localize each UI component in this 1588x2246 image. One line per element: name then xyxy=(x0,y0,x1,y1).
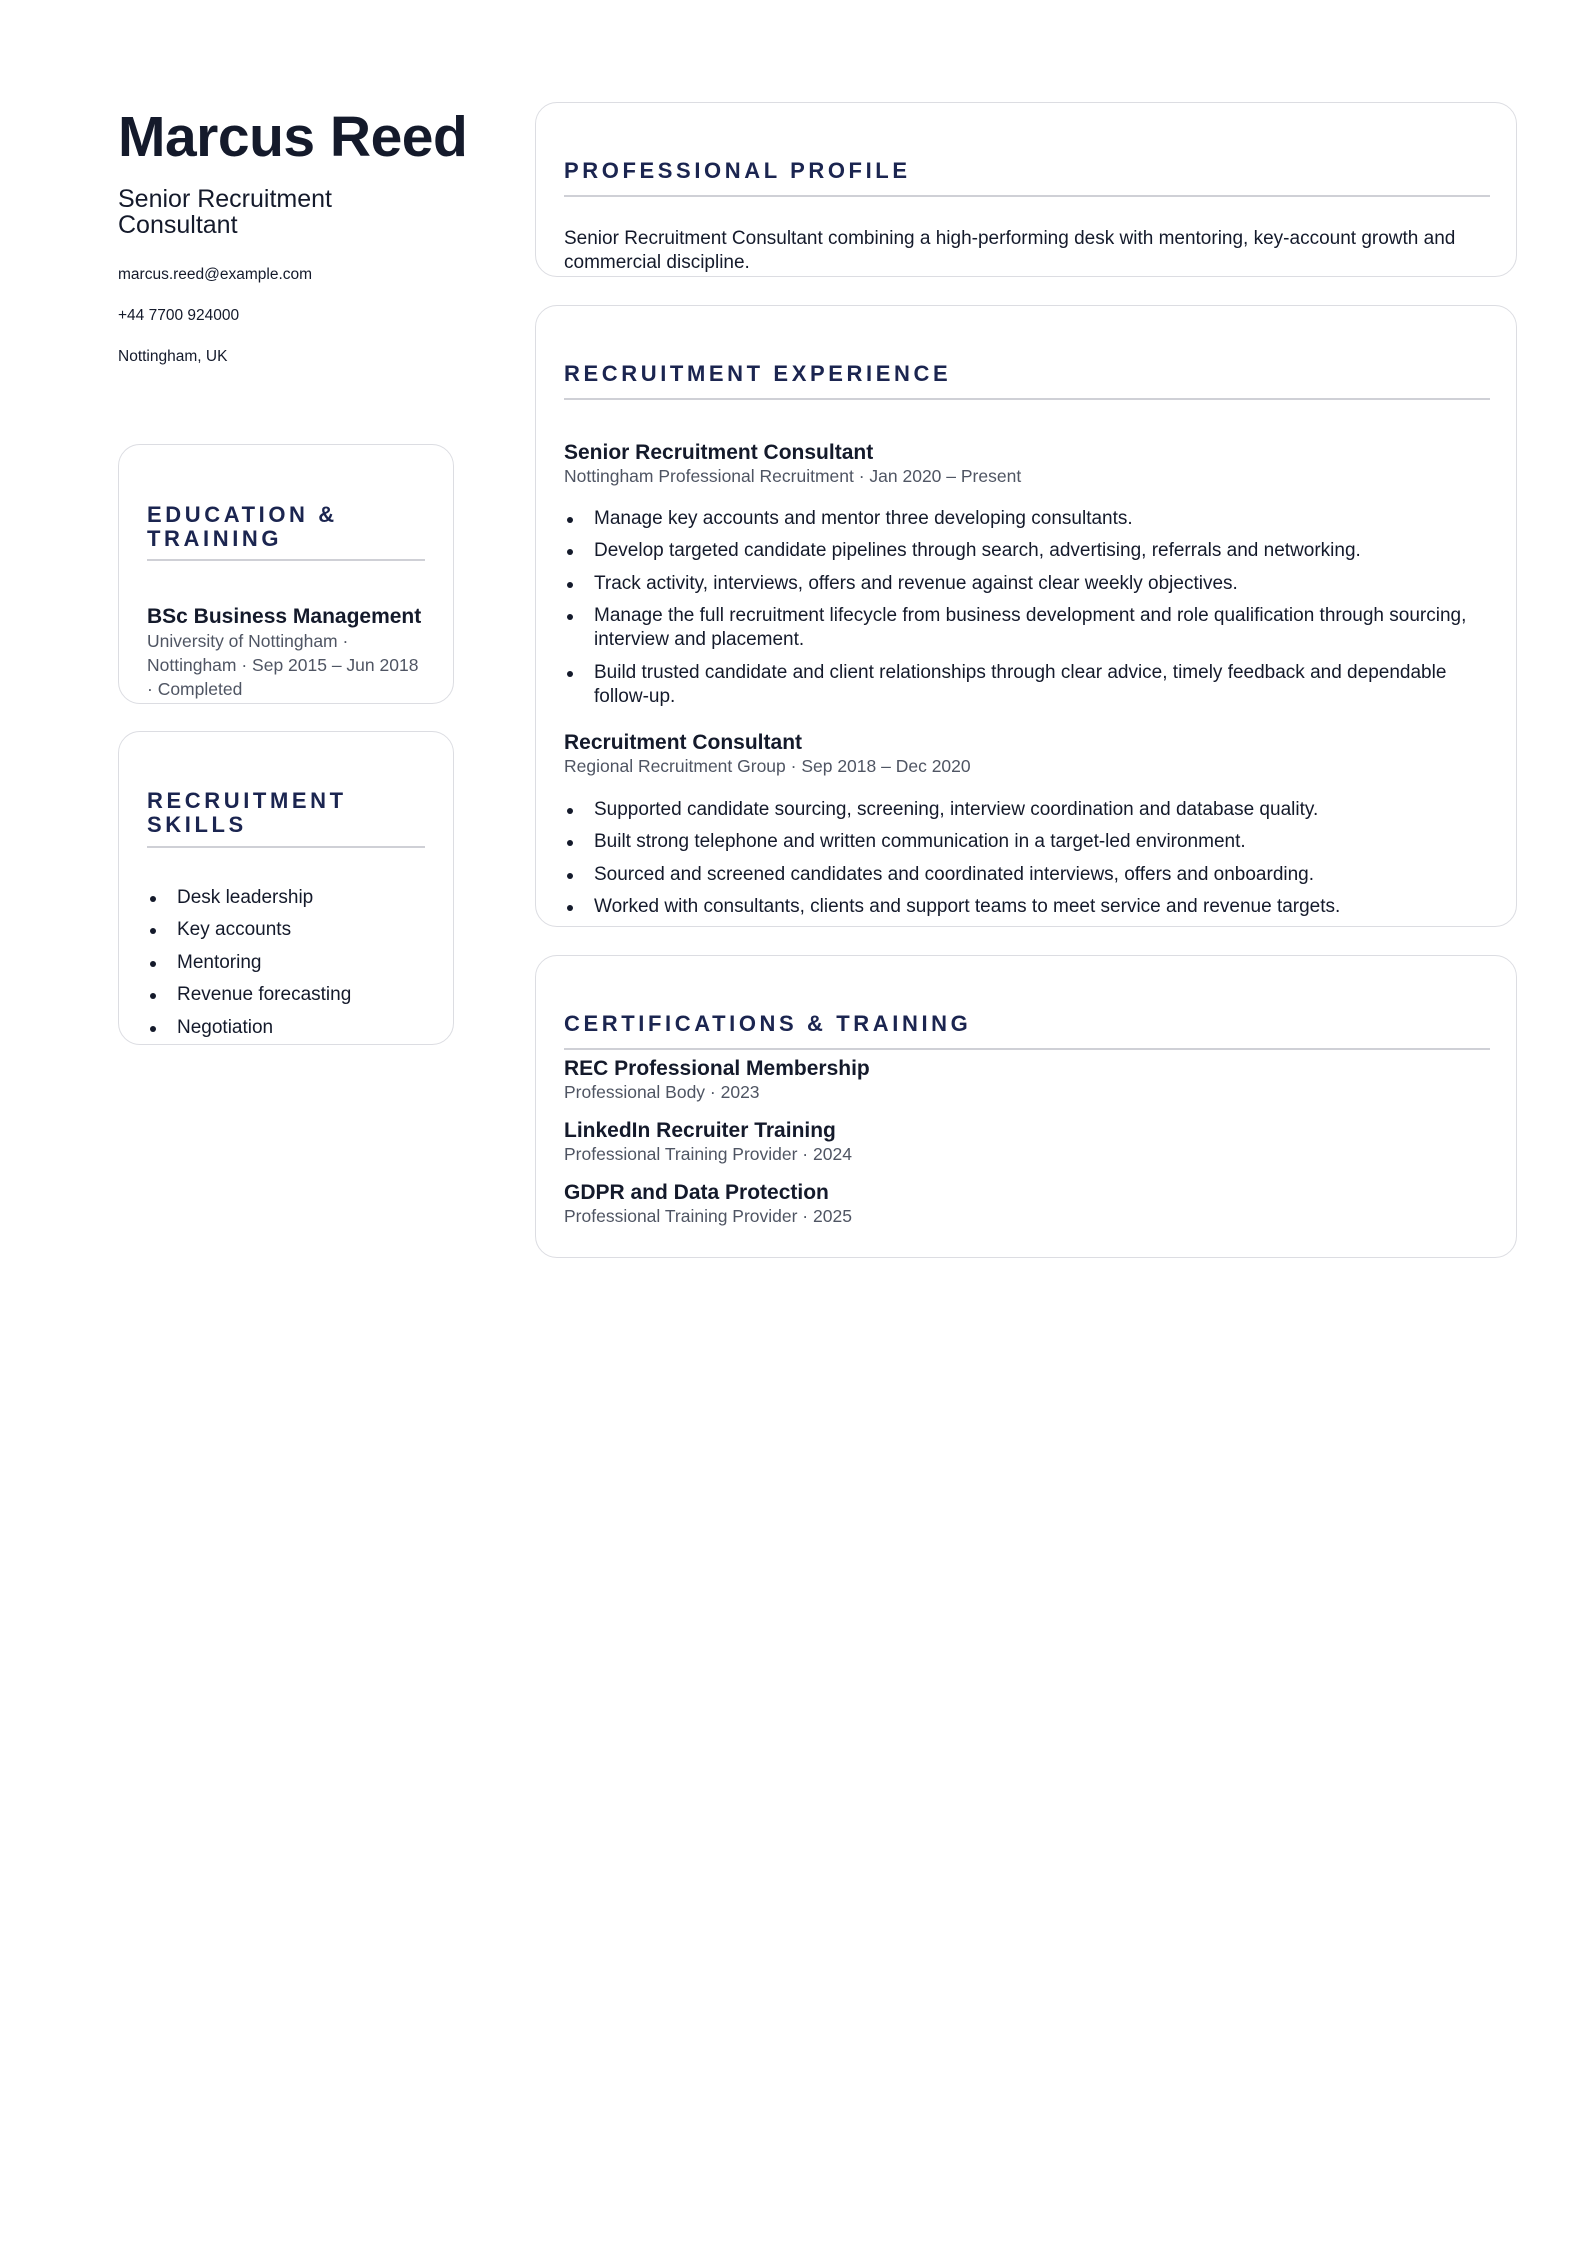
certifications-heading: CERTIFICATIONS & TRAINING xyxy=(564,1011,972,1036)
education-heading: EDUCATION & TRAINING xyxy=(147,502,338,551)
skill-item: Mentoring xyxy=(147,951,427,975)
certification-meta: Professional Body · 2023 xyxy=(564,1082,760,1102)
job-bullet: Worked with consultants, clients and support teams to meet service and revenue targets. xyxy=(564,895,1490,919)
job-bullets xyxy=(564,798,1490,928)
job-meta: Regional Recruitment Group · Sep 2018 – Dec 2020 xyxy=(564,756,971,776)
education-section xyxy=(118,444,454,704)
job-title: Recruitment Consultant xyxy=(564,731,803,754)
section-divider xyxy=(147,846,425,848)
candidate-name: Marcus Reed xyxy=(118,105,468,169)
job-bullets xyxy=(564,507,1490,717)
job-bullet: Built strong telephone and written communication in a target-led environment. xyxy=(564,830,1490,854)
job-bullet: Supported candidate sourcing, screening, interview coordination and database quality. xyxy=(564,798,1490,822)
experience-heading: RECRUITMENT EXPERIENCE xyxy=(564,361,952,386)
skill-item: Desk leadership xyxy=(147,886,427,910)
certifications-section xyxy=(535,955,1517,1258)
job-bullet: Manage the full recruitment lifecycle from business development and role qualification through sourcing, interview and placement. xyxy=(564,604,1490,652)
education-meta: University of Nottingham · Nottingham · Sep 2015 – Jun 2018 · Completed xyxy=(147,631,419,699)
profile-heading: PROFESSIONAL PROFILE xyxy=(564,158,911,183)
skills-list xyxy=(147,886,427,1048)
certification-title: GDPR and Data Protection xyxy=(564,1181,829,1204)
contact-email: marcus.reed@example.com xyxy=(118,266,313,283)
education-degree: BSc Business Management xyxy=(147,605,422,628)
job-meta: Nottingham Professional Recruitment · Jan 2020 – Present xyxy=(564,466,1022,486)
skills-heading: RECRUITMENT SKILLS xyxy=(147,788,347,837)
job-bullet: Sourced and screened candidates and coordinated interviews, offers and onboarding. xyxy=(564,863,1490,887)
certification-title: REC Professional Membership xyxy=(564,1057,870,1080)
skill-item: Revenue forecasting xyxy=(147,983,427,1007)
candidate-headline: Senior Recruitment Consultant xyxy=(118,185,332,239)
section-divider xyxy=(564,195,1490,197)
contact-location: Nottingham, UK xyxy=(118,348,228,365)
job-bullet: Track activity, interviews, offers and revenue against clear weekly objectives. xyxy=(564,572,1490,596)
certification-meta: Professional Training Provider · 2025 xyxy=(564,1206,852,1226)
section-divider xyxy=(564,398,1490,400)
job-bullet: Build trusted candidate and client relationships through clear advice, timely feedback and dependable follow-up. xyxy=(564,661,1490,709)
profile-section xyxy=(535,102,1517,277)
skill-item: Key accounts xyxy=(147,918,427,942)
section-divider xyxy=(147,559,425,561)
section-divider xyxy=(564,1048,1490,1050)
skill-item: Negotiation xyxy=(147,1016,427,1040)
skills-section xyxy=(118,731,454,1045)
certification-title: LinkedIn Recruiter Training xyxy=(564,1119,836,1142)
experience-section xyxy=(535,305,1517,927)
job-bullet: Develop targeted candidate pipelines through search, advertising, referrals and networking. xyxy=(564,539,1490,563)
contact-phone: +44 7700 924000 xyxy=(118,307,240,324)
job-title: Senior Recruitment Consultant xyxy=(564,441,874,464)
profile-summary: Senior Recruitment Consultant combining a high-performing desk with mentoring, key-account growth and commercial discipline. xyxy=(564,228,1456,273)
job-bullet: Manage key accounts and mentor three developing consultants. xyxy=(564,507,1490,531)
certification-meta: Professional Training Provider · 2024 xyxy=(564,1144,852,1164)
